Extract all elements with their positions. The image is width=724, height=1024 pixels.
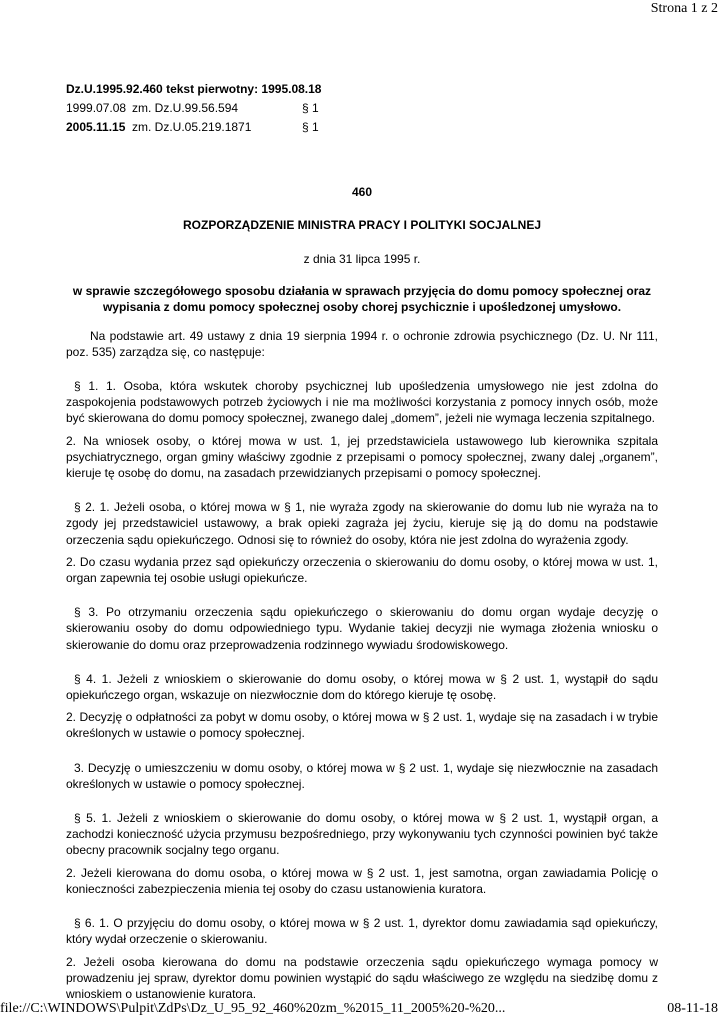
print-date: 08-11-18 [667,1001,718,1016]
section-4-2: 2. Decyzję o odpłatności za pobyt w domu osoby, o której mowa w § 2 ust. 1, wydaje się na zasadach i w trybie określonych w ustawie o pomocy społecznej. [66,710,658,741]
section-6-2: 2. Jeżeli osoba kierowana do domu na podstawie orzeczenia sądu opiekuńczego wymaga pomocy w prowadzeniu jej spraw, dyrektor domu powinien wystąpić do sądu właściwego ze względu na siedzibę domu z wnioskiem o ustanowienie kuratora. [66,954,658,1001]
section-2-1: § 2. 1. Jeżeli osoba, o której mowa w § 1, nie wyraża zgody na skierowanie do domu lub nie wyraża na to zgody jej przedstawiciel ustawowy, a brak opieki zagraża jej życiu, kieruje się ją do domu na podstawie orzeczenia sądu opiekuńczego. Odnosi się to również do osoby, która nie jest zdolna do wyrażenia zgody. [66,500,658,547]
page-counter: Strona 1 z 2 [650,1,718,16]
section-4-1: § 4. 1. Jeżeli z wnioskiem o skierowanie do domu osoby, o której mowa w § 2 ust. 1, wystąpił do sądu opiekuńczego organ, wskazuje on niezwłocznie dom do którego kieruje tę osobę. [66,671,658,703]
section-3: § 3. Po otrzymaniu orzeczenia sądu opiekuńczego o skierowaniu do domu organ wydaje decyzję o skierowaniu osoby do domu odpowiedniego typu. Wydanie takiej decyzji nie wymaga złożenia wniosku o skierowanie do domu oraz przeprowadzenia rodzinnego wywiadu środowiskowego. [66,605,658,652]
intro-paragraph: Na podstawie art. 49 ustawy z dnia 19 sierpnia 1994 r. o ochronie zdrowia psychicznego (Dz. U. Nr 111, poz. 535) zarządza się, co następuje: [66,328,658,359]
amendment-section: § 1 [302,120,319,135]
amendment-ref: zm. Dz.U.99.56.594 [132,101,239,116]
section-1-1: § 1. 1. Osoba, która wskutek choroby psychicznej lub upośledzenia umysłowego nie jest zdolna do zaspokojenia podstawowych potrzeb życiowych i nie ma możliwości korzystania z pomocy innych osób, może być skierowana do domu pomocy społecznej, zwanego dalej „domem”, jeżeli nie wymaga leczenia szpitalnego. [66,379,658,426]
page-footer [0,999,718,1019]
act-number: 460 [351,185,373,199]
amendment-section: § 1 [302,101,319,116]
act-title: ROZPORZĄDZENIE MINISTRA PRACY I POLITYKI SOCJALNEJ [182,218,542,233]
section-5-1: § 5. 1. Jeżeli z wnioskiem o skierowanie do domu osoby, o której mowa w § 2 ust. 1, wystąpił organ, a zachodzi konieczność użycia przymusu bezpośredniego, przy wykonywaniu tych czynności powinien być także obecny pracownik socjalny tego organu. [66,811,658,858]
document-body [66,80,658,1002]
section-5-2: 2. Jeżeli kierowana do domu osoba, o której mowa w § 2 ust. 1, jest samotna, organ zawiadamia Policję o konieczności zabezpieczenia mienia tej osoby do czasu ustanowienia kuratora. [66,865,658,896]
meta-head: Dz.U.1995.92.460 tekst pierwotny: 1995.08.18 [66,82,322,97]
amendment-date: 1999.07.08 [66,101,127,116]
section-4-3: 3. Decyzję o umieszczeniu w domu osoby, o której mowa w § 2 ust. 1, wydaje się niezwłocznie na zasadach określonych w ustawie o pomocy społecznej. [66,760,658,791]
act-subject: w sprawie szczegółowego sposobu działania w sprawach przyjęcia do domu pomocy społecznej oraz wypisania z domu pomocy społecznej osoby chorej psychicznie i upośledzonej umysłowo. [72,283,652,315]
amendment-row [66,118,658,137]
amendment-ref: zm. Dz.U.05.219.1871 [132,120,252,135]
section-6-1: § 6. 1. O przyjęciu do domu osoby, o której mowa w § 2 ust. 1, dyrektor domu zawiadamia sąd opiekuńczy, który wydał orzeczenie o skierowaniu. [66,916,658,947]
amendment-date: 2005.11.15 [66,120,126,135]
amendment-row [66,99,658,118]
act-date: z dnia 31 lipca 1995 r. [303,252,421,267]
section-1-2: 2. Na wniosek osoby, o której mowa w ust. 1, jej przedstawiciela ustawowego lub kierownika szpitala psychiatrycznego, organ gminy właściwy zgodnie z przepisami o pomocy społecznej, zwany dalej „organem”, kieruje tę osobę do domu, na zasadach przewidzianych przepisami o pomocy społecznej. [66,433,658,481]
file-path: file://C:\WINDOWS\Pulpit\ZdPs\Dz_U_95_92_460%20zm_%2015_11_2005%20-%20... [0,1001,506,1016]
section-2-2: 2. Do czasu wydania przez sąd opiekuńczy orzeczenia o skierowaniu do domu osoby, o której mowa w ust. 1, organ zapewnia tej osobie usługi opiekuńcze. [66,554,658,586]
